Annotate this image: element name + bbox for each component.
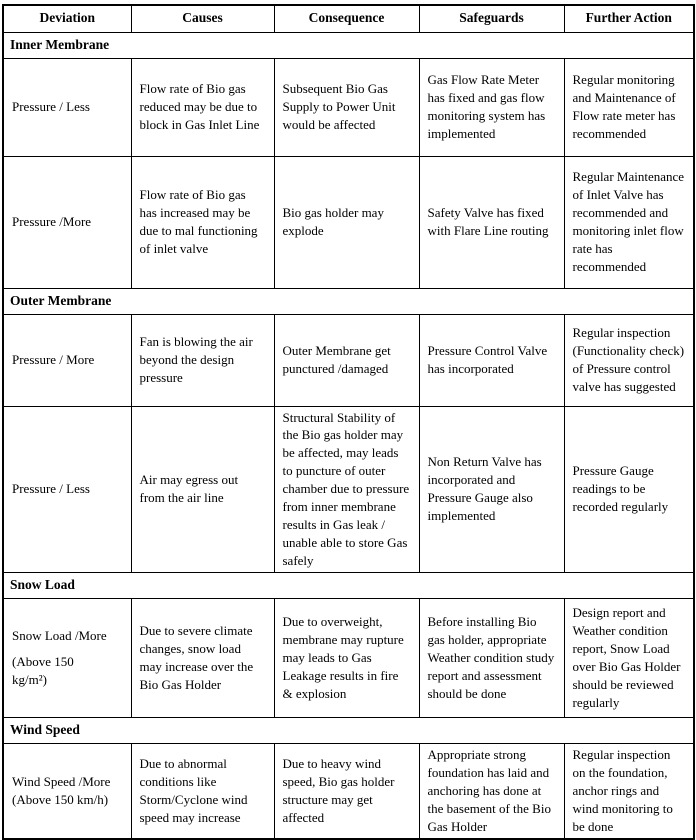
cell-causes: Flow rate of Bio gas has increased may be due to mal functioning of inlet valve [131, 156, 274, 288]
cell-causes: Fan is blowing the air beyond the design pressure [131, 314, 274, 406]
cell-consequence: Due to overweight, membrane may rupture may leads to Gas Leakage results in fire & explosion [274, 598, 419, 717]
cell-causes: Air may egress out from the air line [131, 406, 274, 572]
cell-causes: Due to abnormal conditions like Storm/Cyclone wind speed may increase [131, 743, 274, 838]
header-row [3, 5, 694, 32]
cell-safeguards: Non Return Valve has incorporated and Pressure Gauge also implemented [419, 406, 564, 572]
cell-deviation: Pressure / More [3, 314, 131, 406]
table-row-inner-pressure-less [3, 58, 694, 156]
cell-further-action: Design report and Weather condition report, Snow Load over Bio Gas Holder should be reviewed regularly [564, 598, 694, 717]
deviation-main: Snow Load /More [12, 627, 107, 643]
cell-deviation: Pressure /More [3, 156, 131, 288]
cell-consequence: Structural Stability of the Bio gas holder may be affected, may leads to puncture of outer chamber due to pressure from inner membrane results in Gas leak / unable able to store Gas safely [274, 406, 419, 572]
cell-further-action: Regular inspection (Functionality check) of Pressure control valve has suggested [564, 314, 694, 406]
section-title-wind-speed: Wind Speed [3, 717, 694, 743]
table-row-inner-pressure-more [3, 156, 694, 288]
cell-consequence: Outer Membrane get punctured /damaged [274, 314, 419, 406]
cell-safeguards: Gas Flow Rate Meter has fixed and gas flow monitoring system has implemented [419, 58, 564, 156]
cell-consequence: Bio gas holder may explode [274, 156, 419, 288]
hazop-table [2, 4, 695, 840]
cell-causes: Due to severe climate changes, snow load may increase over the Bio Gas Holder [131, 598, 274, 717]
table-row-outer-pressure-less [3, 406, 694, 572]
section-title-inner-membrane: Inner Membrane [3, 32, 694, 58]
section-row-outer-membrane [3, 288, 694, 314]
section-row-inner-membrane [3, 32, 694, 58]
cell-deviation: Pressure / Less [3, 58, 131, 156]
table-row-snow-load-more [3, 598, 694, 717]
cell-consequence: Due to heavy wind speed, Bio gas holder structure may get affected [274, 743, 419, 838]
cell-safeguards: Before installing Bio gas holder, appropriate Weather condition study report and assessment should be done [419, 598, 564, 717]
col-header-safeguards: Safeguards [419, 5, 564, 32]
cell-deviation: Pressure / Less [3, 406, 131, 572]
section-title-snow-load: Snow Load [3, 572, 694, 598]
section-row-wind-speed [3, 717, 694, 743]
section-title-outer-membrane: Outer Membrane [3, 288, 694, 314]
col-header-causes: Causes [131, 5, 274, 32]
col-header-further-action: Further Action [564, 5, 694, 32]
cell-safeguards: Appropriate strong foundation has laid and anchoring has done at the basement of the Bio Gas Holder [419, 743, 564, 838]
cell-further-action: Regular monitoring and Maintenance of Flow rate meter has recommended [564, 58, 694, 156]
cell-consequence: Subsequent Bio Gas Supply to Power Unit would be affected [274, 58, 419, 156]
table-row-wind-speed-more [3, 743, 694, 838]
col-header-deviation: Deviation [3, 5, 131, 32]
cell-safeguards: Pressure Control Valve has incorporated [419, 314, 564, 406]
cell-deviation: Wind Speed /More (Above 150 km/h) [3, 743, 131, 838]
cell-causes: Flow rate of Bio gas reduced may be due to block in Gas Inlet Line [131, 58, 274, 156]
cell-deviation [3, 598, 131, 717]
cell-further-action: Pressure Gauge readings to be recorded regularly [564, 406, 694, 572]
table-row-outer-pressure-more [3, 314, 694, 406]
cell-further-action: Regular Maintenance of Inlet Valve has recommended and monitoring inlet flow rate has recommended [564, 156, 694, 288]
section-row-snow-load [3, 572, 694, 598]
col-header-consequence: Consequence [274, 5, 419, 32]
deviation-note: (Above 150 kg/m²) [12, 654, 74, 688]
cell-safeguards: Safety Valve has fixed with Flare Line routing [419, 156, 564, 288]
cell-further-action: Regular inspection on the foundation, anchor rings and wind monitoring to be done [564, 743, 694, 838]
